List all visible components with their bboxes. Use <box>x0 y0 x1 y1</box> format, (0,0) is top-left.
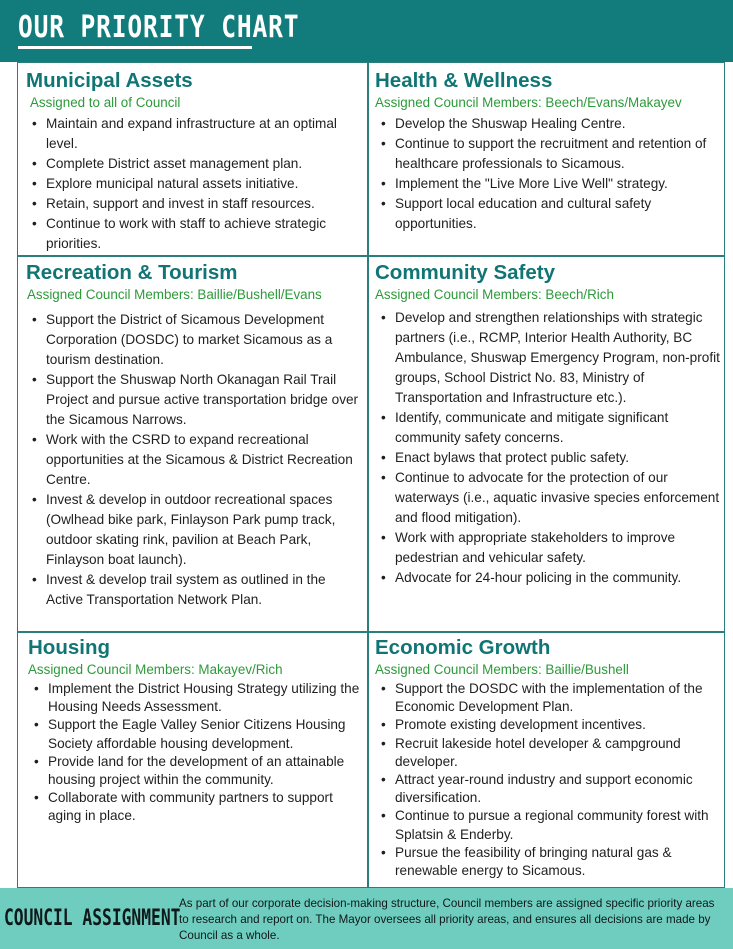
section-title: Housing <box>28 636 110 659</box>
footer-text: As part of our corporate decision-making structure, Council members are assigned specific priority areas to research and report on. The Mayor oversees all priority areas, and ensures all decisions are made by Council as a whole. <box>179 897 715 942</box>
section-recreation-tourism <box>17 256 368 632</box>
title-underline <box>18 46 252 49</box>
list-item: • Identify, communicate and mitigate significant community safety concerns. <box>375 408 720 448</box>
section-assigned: Assigned Council Members: Baillie/Bushell <box>375 662 629 677</box>
list-item: • Promote existing development incentives. <box>375 716 720 734</box>
section-health-wellness <box>368 62 725 256</box>
footer-banner <box>0 888 733 949</box>
footer-label: COUNCIL ASSIGNMENT <box>4 906 181 931</box>
page-title: OUR PRIORITY CHART <box>18 10 300 45</box>
page-header <box>0 0 733 62</box>
list-item: • Support the Eagle Valley Senior Citizens Housing Society affordable housing development. <box>28 716 361 752</box>
section-title: Economic Growth <box>375 636 551 659</box>
list-item: • Maintain and expand infrastructure at an optimal level. <box>26 114 361 154</box>
section-housing <box>17 632 368 888</box>
list-item: • Continue to advocate for the protection of our waterways (i.e., aquatic invasive species enforcement and flood mitigation). <box>375 468 720 528</box>
list-item: • Support the District of Sicamous Development Corporation (DOSDC) to market Sicamous as a tourism destination. <box>26 310 361 370</box>
list-item: • Advocate for 24-hour policing in the community. <box>375 568 720 588</box>
section-economic-growth <box>368 632 725 888</box>
list-item: • Support local education and cultural safety opportunities. <box>375 194 720 234</box>
section-assigned: Assigned Council Members: Beech/Rich <box>375 287 614 302</box>
list-item: • Implement the District Housing Strategy utilizing the Housing Needs Assessment. <box>28 680 361 716</box>
list-item: • Provide land for the development of an attainable housing project within the community. <box>28 753 361 789</box>
section-title: Community Safety <box>375 261 555 284</box>
list-item: • Enact bylaws that protect public safety. <box>375 448 720 468</box>
list-item: • Continue to pursue a regional community forest with Splatsin & Enderby. <box>375 807 720 843</box>
list-item: • Explore municipal natural assets initiative. <box>26 174 361 194</box>
section-title: Recreation & Tourism <box>26 261 238 284</box>
section-assigned: Assigned Council Members: Makayev/Rich <box>28 662 283 677</box>
section-assigned: Assigned Council Members: Beech/Evans/Makayev <box>375 95 682 110</box>
list-item: • Develop the Shuswap Healing Centre. <box>375 114 720 134</box>
section-title: Municipal Assets <box>26 69 193 92</box>
section-municipal-assets <box>17 62 368 256</box>
list-item: • Attract year-round industry and support economic diversification. <box>375 771 720 807</box>
list-item: • Support the Shuswap North Okanagan Rail Trail Project and pursue active transportation bridge over the Sicamous Narrows. <box>26 370 361 430</box>
list-item: • Work with appropriate stakeholders to improve pedestrian and vehicular safety. <box>375 528 720 568</box>
list-item: • Complete District asset management plan. <box>26 154 361 174</box>
list-item: • Invest & develop in outdoor recreational spaces (Owlhead bike park, Finlayson Park pump track, outdoor skating rink, pavilion at Beach Park, Finlayson boat launch). <box>26 490 361 570</box>
list-item: • Support the DOSDC with the implementation of the Economic Development Plan. <box>375 680 720 716</box>
list-item: • Pursue the feasibility of bringing natural gas & renewable energy to Sicamous. <box>375 844 720 880</box>
list-item: • Continue to work with staff to achieve strategic priorities. <box>26 214 361 254</box>
list-item: • Invest & develop trail system as outlined in the Active Transportation Network Plan. <box>26 570 361 610</box>
list-item: • Work with the CSRD to expand recreational opportunities at the Sicamous & District Recreation Centre. <box>26 430 361 490</box>
section-title: Health & Wellness <box>375 69 553 92</box>
section-assigned: Assigned Council Members: Baillie/Bushell/Evans <box>27 287 322 302</box>
list-item: • Retain, support and invest in staff resources. <box>26 194 361 214</box>
list-item: • Develop and strengthen relationships with strategic partners (i.e., RCMP, Interior Health Authority, BC Ambulance, Shuswap Emergency Program, non-profit groups, School District No. 83, Ministry of Transportation and Infrastructure etc.). <box>375 308 720 408</box>
section-community-safety <box>368 256 725 632</box>
list-item: • Implement the "Live More Live Well" strategy. <box>375 174 720 194</box>
list-item: • Recruit lakeside hotel developer & campground developer. <box>375 735 720 771</box>
list-item: • Collaborate with community partners to support aging in place. <box>28 789 361 825</box>
section-assigned: Assigned to all of Council <box>30 95 181 110</box>
list-item: • Continue to support the recruitment and retention of healthcare professionals to Sicamous. <box>375 134 720 174</box>
